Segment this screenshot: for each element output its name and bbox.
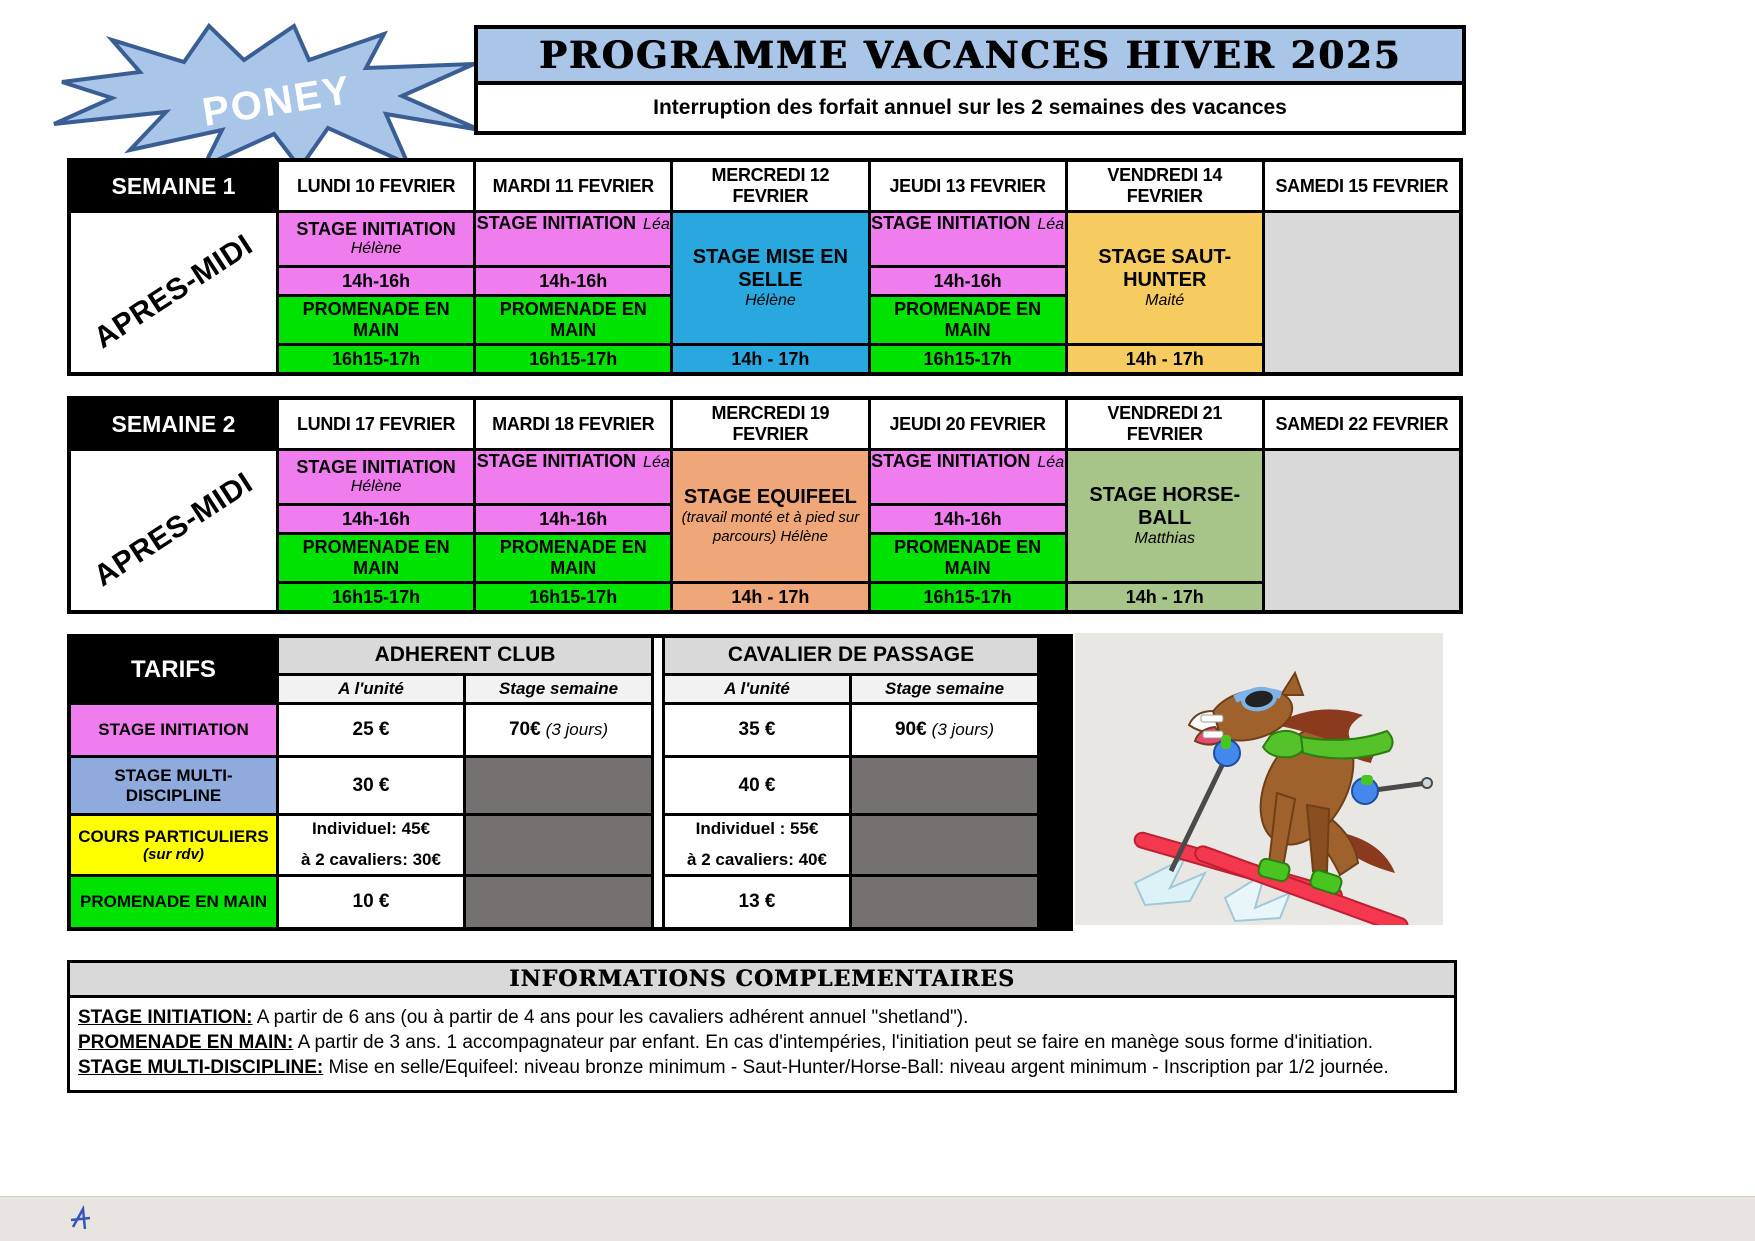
week2-title: SEMAINE 2 [71, 400, 276, 448]
tarifs-initiation-week-club [466, 705, 651, 755]
row-sublabel: (sur rdv) [143, 846, 204, 864]
week2-monday-time-cell: 14h-16h [279, 506, 473, 532]
price-line: Individuel : 55€ [695, 819, 819, 839]
week1-wednesday-activity-cell [673, 213, 867, 343]
instructor-name: Léa [643, 454, 670, 471]
week2-thursday-activity-cell [871, 451, 1065, 503]
info-line-label: STAGE MULTI-DISCIPLINE: [78, 1057, 324, 1078]
price-value: 90€ [894, 719, 927, 741]
activity-name: STAGE INITIATION [871, 213, 1031, 233]
info-body [70, 998, 1454, 1090]
skiing-horse-svg [1075, 633, 1443, 925]
week2-tuesday-activity2-cell: PROMENADE EN MAIN [476, 535, 670, 581]
week2-monday-time2-cell: 16h15-17h [279, 584, 473, 610]
instructor-name: Hélène [350, 240, 402, 258]
info-line-multi [78, 1057, 1446, 1079]
tarifs-row-multi-label: STAGE MULTI-DISCIPLINE [71, 758, 276, 813]
week1-thursday-activity2-cell: PROMENADE EN MAIN [871, 297, 1065, 343]
week2-day-friday: VENDREDI 21 FEVRIER [1068, 400, 1262, 448]
week1-thursday-time-cell: 14h-16h [871, 268, 1065, 294]
instructor-name: Hélène [745, 291, 796, 309]
instructor-name: Maité [1145, 291, 1185, 309]
week1-tuesday-time2-cell: 16h15-17h [476, 346, 670, 372]
week2-tuesday-time2-cell: 16h15-17h [476, 584, 670, 610]
page-title: PROGRAMME VACANCES HIVER 2025 [478, 29, 1462, 85]
week1-period-cell [71, 213, 276, 372]
tarifs-cours-week-club-na [466, 816, 651, 874]
instructor-name: Léa [1037, 216, 1065, 233]
instructor-name: Léa [643, 216, 670, 233]
tarifs-cours-unit-passage [665, 816, 849, 874]
week1-thursday-activity-cell [871, 213, 1065, 265]
tarifs-cours-unit-club [279, 816, 463, 874]
info-line-text: A partir de 6 ans (ou à partir de 4 ans pour les cavaliers adhérent annuel "shetland"). [252, 1007, 969, 1028]
week1-monday-activity2-cell: PROMENADE EN MAIN [279, 297, 473, 343]
activity-name: STAGE INITIATION [476, 451, 637, 471]
week1-day-wednesday: MERCREDI 12 FEVRIER [673, 162, 867, 210]
skiing-horse-illustration [1075, 633, 1443, 925]
instructor-name: Hélène [780, 527, 828, 545]
tarifs-title: TARIFS [71, 638, 276, 702]
pen-mark [68, 1205, 94, 1233]
week2-day-saturday: SAMEDI 22 FEVRIER [1265, 400, 1459, 448]
instructor-name: Hélène [350, 478, 402, 496]
week2-day-wednesday: MERCREDI 19 FEVRIER [673, 400, 867, 448]
tarifs-promenade-week-club-na [466, 877, 651, 927]
tarifs-table [67, 634, 1073, 931]
tarifs-subheader-unit-2: A l'unité [665, 676, 849, 702]
week2-friday-activity-cell [1068, 451, 1262, 581]
tarifs-row-promenade-label: PROMENADE EN MAIN [71, 877, 276, 927]
week2-period-label: APRES-MIDI [87, 466, 259, 594]
instructor-name: Matthias [1134, 529, 1195, 547]
week1-title: SEMAINE 1 [71, 162, 276, 210]
activity-name: STAGE SAUT- HUNTER [1098, 245, 1232, 291]
tarifs-subheader-week-2: Stage semaine [852, 676, 1037, 702]
week1-period-label: APRES-MIDI [87, 228, 259, 356]
price-line: à 2 cavaliers: 30€ [301, 850, 441, 869]
week1-monday-time2-cell: 16h15-17h [279, 346, 473, 372]
week2-saturday-empty-cell [1265, 451, 1459, 610]
week1-day-tuesday: MARDI 11 FEVRIER [476, 162, 670, 210]
week2-period-cell [71, 451, 276, 610]
tarifs-group-passage: CAVALIER DE PASSAGE [665, 638, 1037, 673]
poney-label: PONEY [199, 67, 355, 135]
poney-starburst-logo [52, 18, 482, 174]
week2-day-thursday: JEUDI 20 FEVRIER [871, 400, 1065, 448]
title-header [474, 25, 1466, 135]
activity-name: STAGE INITIATION [476, 213, 637, 233]
week1-friday-time-cell: 14h - 17h [1068, 346, 1262, 372]
week1-tuesday-time-cell: 14h-16h [476, 268, 670, 294]
activity-note [679, 509, 861, 547]
week1-tuesday-activity-cell [476, 213, 670, 265]
tarifs-row-cours-label [71, 816, 276, 874]
week2-friday-time-cell: 14h - 17h [1068, 584, 1262, 610]
tarifs-multi-unit-club: 30 € [279, 758, 463, 813]
tarifs-subheader-week-1: Stage semaine [466, 676, 651, 702]
price-line: à 2 cavaliers: 40€ [687, 850, 827, 869]
week1-day-friday: VENDREDI 14 FEVRIER [1068, 162, 1262, 210]
price-line: Individuel: 45€ [311, 819, 431, 839]
info-title: INFORMATIONS COMPLEMENTAIRES [70, 963, 1454, 998]
week1-day-thursday: JEUDI 13 FEVRIER [871, 162, 1065, 210]
scan-page-edge [0, 1196, 1755, 1241]
week2-monday-activity-cell [279, 451, 473, 503]
week1-monday-time-cell: 14h-16h [279, 268, 473, 294]
tarifs-double-border [654, 638, 662, 927]
price-note: (3 jours) [545, 720, 609, 740]
tarifs-multi-week-club-na [466, 758, 651, 813]
tarifs-multi-unit-passage: 40 € [665, 758, 849, 813]
activity-name: STAGE INITIATION [871, 451, 1031, 471]
week1-table [67, 158, 1463, 376]
week2-monday-activity2-cell: PROMENADE EN MAIN [279, 535, 473, 581]
activity-name: STAGE EQUIFEEL [683, 485, 857, 508]
info-line-promenade [78, 1032, 1446, 1054]
page-subtitle: Interruption des forfait annuel sur les 2 semaines des vacances [478, 85, 1462, 131]
week1-day-saturday: SAMEDI 15 FEVRIER [1265, 162, 1459, 210]
week1-monday-activity-cell [279, 213, 473, 265]
tarifs-row-initiation-label: STAGE INITIATION [71, 705, 276, 755]
tarifs-initiation-week-passage [852, 705, 1037, 755]
info-box [67, 960, 1457, 1093]
tarifs-promenade-week-passage-na [852, 877, 1037, 927]
tarifs-multi-week-passage-na [852, 758, 1037, 813]
week2-thursday-time2-cell: 16h15-17h [871, 584, 1065, 610]
week1-saturday-empty-cell [1265, 213, 1459, 372]
week1-wednesday-time-cell: 14h - 17h [673, 346, 867, 372]
week1-friday-activity-cell [1068, 213, 1262, 343]
week1-tuesday-activity2-cell: PROMENADE EN MAIN [476, 297, 670, 343]
activity-name: STAGE INITIATION [296, 457, 456, 478]
activity-name: STAGE HORSE-BALL [1089, 483, 1241, 529]
tarifs-initiation-unit-passage: 35 € [665, 705, 849, 755]
tarifs-group-adherent: ADHERENT CLUB [279, 638, 651, 673]
tarifs-initiation-unit-club: 25 € [279, 705, 463, 755]
week2-tuesday-time-cell: 14h-16h [476, 506, 670, 532]
info-line-label: STAGE INITIATION: [78, 1007, 253, 1028]
tarifs-subheader-unit-1: A l'unité [279, 676, 463, 702]
activity-note-text: (travail monté et à pied sur parcours) [681, 508, 860, 545]
week2-table [67, 396, 1463, 614]
week2-wednesday-activity-cell [673, 451, 867, 581]
price-note: (3 jours) [931, 720, 995, 740]
week1-day-monday: LUNDI 10 FEVRIER [279, 162, 473, 210]
week2-tuesday-activity-cell [476, 451, 670, 503]
tarifs-cours-week-passage-na [852, 816, 1037, 874]
activity-name: STAGE MISE EN SELLE [692, 245, 849, 291]
week2-wednesday-time-cell: 14h - 17h [673, 584, 867, 610]
week2-day-tuesday: MARDI 18 FEVRIER [476, 400, 670, 448]
row-label: COURS PARTICULIERS [78, 826, 269, 846]
week2-thursday-time-cell: 14h-16h [871, 506, 1065, 532]
price-value: 70€ [508, 719, 541, 741]
info-line-text: A partir de 3 ans. 1 accompagnateur par enfant. En cas d'intempéries, l'initiation peut se faire en manège sous forme d'initiation. [293, 1032, 1374, 1053]
instructor-name: Léa [1037, 454, 1065, 471]
info-line-text: Mise en selle/Equifeel: niveau bronze minimum - Saut-Hunter/Horse-Ball: niveau argent minimum - Inscription par 1/2 journée. [323, 1057, 1389, 1078]
week2-thursday-activity2-cell: PROMENADE EN MAIN [871, 535, 1065, 581]
info-line-initiation [78, 1007, 1446, 1029]
tarifs-promenade-unit-passage: 13 € [665, 877, 849, 927]
tarifs-promenade-unit-club: 10 € [279, 877, 463, 927]
week2-day-monday: LUNDI 17 FEVRIER [279, 400, 473, 448]
week1-thursday-time2-cell: 16h15-17h [871, 346, 1065, 372]
activity-name: STAGE INITIATION [296, 219, 456, 240]
info-line-label: PROMENADE EN MAIN: [78, 1032, 294, 1053]
